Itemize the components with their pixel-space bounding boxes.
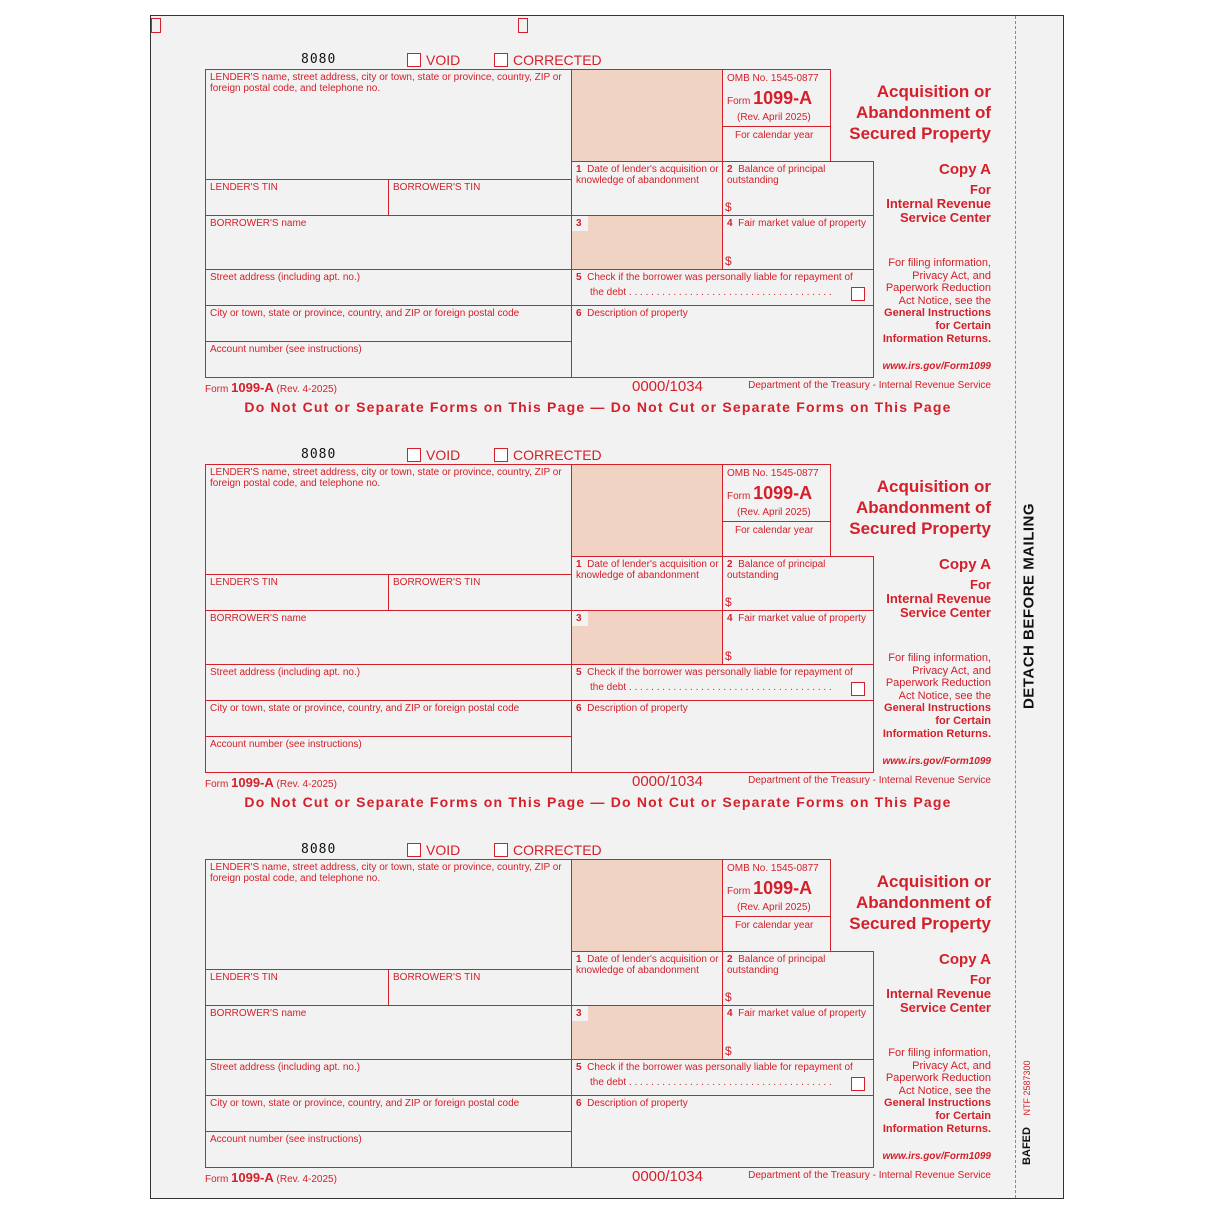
corrected-label: CORRECTED xyxy=(513,842,602,858)
corrected-label: CORRECTED xyxy=(513,447,602,463)
account-number-field[interactable] xyxy=(205,736,572,773)
lender-info-field[interactable] xyxy=(205,69,572,180)
footer-code: 0000/1034 xyxy=(632,1168,703,1185)
omb-number: OMB No. 1545-0877 xyxy=(727,863,819,874)
lender-tin-field[interactable] xyxy=(205,969,389,1006)
lender-tin-field[interactable] xyxy=(205,179,389,216)
personally-liable-checkbox[interactable] xyxy=(851,682,865,696)
street-address-label: Street address (including apt. no.) xyxy=(210,272,361,283)
street-address-label: Street address (including apt. no.) xyxy=(210,1062,361,1073)
form-word: Form xyxy=(727,491,751,502)
street-address-field[interactable] xyxy=(205,269,572,306)
do-not-cut-warning: Do Not Cut or Separate Forms on This Page — Do Not Cut or Separate Forms on This Page xyxy=(244,794,952,810)
city-label: City or town, state or province, country, and ZIP or foreign postal code xyxy=(210,1098,520,1109)
borrower-tin-label: BORROWER'S TIN xyxy=(393,577,481,588)
form-revision: (Rev. April 2025) xyxy=(737,112,811,123)
footer-department: Department of the Treasury - Internal Revenue Service xyxy=(748,1170,991,1181)
form-title: Acquisition or Abandonment of Secured Property xyxy=(849,872,991,933)
city-field[interactable] xyxy=(205,700,572,737)
box2-field[interactable]: 2 Balance of principal outstanding $ xyxy=(722,161,874,216)
box1-field[interactable]: 1 Date of lender's acquisition or knowledge of abandonment xyxy=(571,161,723,216)
form-revision: (Rev. April 2025) xyxy=(737,507,811,518)
form-revision: (Rev. April 2025) xyxy=(737,902,811,913)
lender-info-label: LENDER'S name, street address, city or town, state or province, country, ZIP or foreign postal code, and telephone no. xyxy=(210,862,562,884)
account-number-label: Account number (see instructions) xyxy=(210,739,362,750)
personally-liable-checkbox[interactable] xyxy=(851,287,865,301)
do-not-cut-warning: Do Not Cut or Separate Forms on This Page — Do Not Cut or Separate Forms on This Page xyxy=(244,399,952,415)
form-number: 1099-A xyxy=(753,483,813,503)
form-word: Form xyxy=(727,886,751,897)
shaded-area xyxy=(571,464,723,557)
filing-info-text: For filing information, Privacy Act, and Paperwork Reduction Act Notice, see the General Instructions for Certain Information Returns. xyxy=(882,257,991,345)
box4-field[interactable]: 4 Fair market value of property $ xyxy=(722,215,874,270)
personally-liable-checkbox[interactable] xyxy=(851,1077,865,1091)
form-footer: Form 1099-A (Rev. 4-2025) 0000/1034 Department of the Treasury - Internal Revenue Service xyxy=(205,773,991,790)
corrected-label: CORRECTED xyxy=(513,52,602,68)
city-field[interactable] xyxy=(205,1095,572,1132)
borrower-name-field[interactable] xyxy=(205,610,572,665)
form-id-box xyxy=(722,464,831,557)
shaded-area xyxy=(571,69,723,162)
borrower-name-field[interactable] xyxy=(205,1005,572,1060)
box3-field: 3 xyxy=(571,610,723,665)
borrower-tin-field[interactable] xyxy=(388,574,572,611)
box6-field[interactable]: 6 Description of property xyxy=(571,305,874,378)
form-footer: Form 1099-A (Rev. 4-2025) 0000/1034 Department of the Treasury - Internal Revenue Service xyxy=(205,378,991,395)
lender-tin-label: LENDER'S TIN xyxy=(210,577,278,588)
irs-url[interactable]: www.irs.gov/Form1099 xyxy=(882,1151,991,1162)
form-footer: Form 1099-A (Rev. 4-2025) 0000/1034 Department of the Treasury - Internal Revenue Service xyxy=(205,1168,991,1185)
form-title: Acquisition or Abandonment of Secured Property xyxy=(849,82,991,143)
form-1099a-copy-3 xyxy=(205,841,991,1186)
void-checkbox[interactable] xyxy=(407,53,421,67)
city-label: City or town, state or province, country, and ZIP or foreign postal code xyxy=(210,308,520,319)
detach-before-mailing-text: DETACH BEFORE MAILING xyxy=(1020,502,1038,710)
borrower-name-label: BORROWER'S name xyxy=(210,1008,307,1019)
lender-info-field[interactable] xyxy=(205,464,572,575)
irs-url[interactable]: www.irs.gov/Form1099 xyxy=(882,756,991,767)
lender-tin-field[interactable] xyxy=(205,574,389,611)
void-checkbox[interactable] xyxy=(407,843,421,857)
account-number-label: Account number (see instructions) xyxy=(210,1134,362,1145)
lender-info-field[interactable] xyxy=(205,859,572,970)
box4-field[interactable]: 4 Fair market value of property $ xyxy=(722,1005,874,1060)
lender-info-label: LENDER'S name, street address, city or town, state or province, country, ZIP or foreign postal code, and telephone no. xyxy=(210,72,562,94)
form-word: Form xyxy=(727,96,751,107)
account-number-label: Account number (see instructions) xyxy=(210,344,362,355)
corrected-checkbox[interactable] xyxy=(494,53,508,67)
form-id-box xyxy=(722,69,831,162)
form-sheet xyxy=(150,15,1064,1199)
account-number-field[interactable] xyxy=(205,1131,572,1168)
box6-field[interactable]: 6 Description of property xyxy=(571,700,874,773)
form-number: 1099-A xyxy=(753,88,813,108)
form-code: 8080 xyxy=(301,52,337,67)
footer-department: Department of the Treasury - Internal Revenue Service xyxy=(748,380,991,391)
borrower-name-field[interactable] xyxy=(205,215,572,270)
perforation-line xyxy=(1015,16,1016,1198)
account-number-field[interactable] xyxy=(205,341,572,378)
borrower-tin-field[interactable] xyxy=(388,179,572,216)
form-1099a-copy-1 xyxy=(205,51,991,415)
box3-field: 3 xyxy=(571,1005,723,1060)
box2-field[interactable]: 2 Balance of principal outstanding $ xyxy=(722,951,874,1006)
corrected-checkbox[interactable] xyxy=(494,448,508,462)
registration-mark-center xyxy=(518,18,528,33)
void-label: VOID xyxy=(426,447,461,463)
borrower-name-label: BORROWER'S name xyxy=(210,613,307,624)
form-1099a-copy-2 xyxy=(205,446,991,810)
omb-number: OMB No. 1545-0877 xyxy=(727,73,819,84)
lender-info-label: LENDER'S name, street address, city or town, state or province, country, ZIP or foreign postal code, and telephone no. xyxy=(210,467,562,489)
registration-mark-left xyxy=(151,18,161,33)
void-checkbox[interactable] xyxy=(407,448,421,462)
calendar-year-label: For calendar year xyxy=(735,130,814,141)
street-address-field[interactable] xyxy=(205,664,572,701)
calendar-year-label: For calendar year xyxy=(735,525,814,536)
box6-field[interactable]: 6 Description of property xyxy=(571,1095,874,1168)
ntf-code: NTF 2587300 xyxy=(1022,1060,1032,1116)
copy-a-label: Copy A For Internal Revenue Service Center xyxy=(886,161,991,225)
filing-info-text: For filing information, Privacy Act, and Paperwork Reduction Act Notice, see the General Instructions for Certain Information Returns. xyxy=(882,652,991,740)
irs-url[interactable]: www.irs.gov/Form1099 xyxy=(882,361,991,372)
divider xyxy=(723,521,830,522)
street-address-field[interactable] xyxy=(205,1059,572,1096)
box5-field: 5 Check if the borrower was personally liable for repayment of the debt . . . . . . . . . . . . . . . . . . . . . . . . . . . . . . . . . . . . . xyxy=(571,269,874,306)
city-label: City or town, state or province, country, and ZIP or foreign postal code xyxy=(210,703,520,714)
filing-info-text: For filing information, Privacy Act, and Paperwork Reduction Act Notice, see the General Instructions for Certain Information Returns. xyxy=(882,1047,991,1135)
divider xyxy=(723,916,830,917)
footer-department: Department of the Treasury - Internal Revenue Service xyxy=(748,775,991,786)
street-address-label: Street address (including apt. no.) xyxy=(210,667,361,678)
footer-code: 0000/1034 xyxy=(632,378,703,395)
lender-tin-label: LENDER'S TIN xyxy=(210,182,278,193)
calendar-year-label: For calendar year xyxy=(735,920,814,931)
corrected-checkbox[interactable] xyxy=(494,843,508,857)
form-code: 8080 xyxy=(301,447,337,462)
form-number: 1099-A xyxy=(753,878,813,898)
shaded-area xyxy=(571,859,723,952)
void-label: VOID xyxy=(426,842,461,858)
box5-field: 5 Check if the borrower was personally liable for repayment of the debt . . . . . . . . . . . . . . . . . . . . . . . . . . . . . . . . . . . . . xyxy=(571,664,874,701)
box5-field: 5 Check if the borrower was personally liable for repayment of the debt . . . . . . . . . . . . . . . . . . . . . . . . . . . . . . . . . . . . . xyxy=(571,1059,874,1096)
copy-a-label: Copy A For Internal Revenue Service Center xyxy=(886,556,991,620)
copy-a-label: Copy A For Internal Revenue Service Center xyxy=(886,951,991,1015)
city-field[interactable] xyxy=(205,305,572,342)
form-code: 8080 xyxy=(301,842,337,857)
footer-code: 0000/1034 xyxy=(632,773,703,790)
form-title: Acquisition or Abandonment of Secured Property xyxy=(849,477,991,538)
lender-tin-label: LENDER'S TIN xyxy=(210,972,278,983)
borrower-name-label: BORROWER'S name xyxy=(210,218,307,229)
form-id-box xyxy=(722,859,831,952)
divider xyxy=(723,126,830,127)
box4-field[interactable]: 4 Fair market value of property $ xyxy=(722,610,874,665)
borrower-tin-label: BORROWER'S TIN xyxy=(393,972,481,983)
box3-field: 3 xyxy=(571,215,723,270)
box1-field[interactable]: 1 Date of lender's acquisition or knowledge of abandonment xyxy=(571,556,723,611)
box2-field[interactable]: 2 Balance of principal outstanding $ xyxy=(722,556,874,611)
borrower-tin-label: BORROWER'S TIN xyxy=(393,182,481,193)
omb-number: OMB No. 1545-0877 xyxy=(727,468,819,479)
bafed-code: BAFED xyxy=(1021,1127,1033,1165)
borrower-tin-field[interactable] xyxy=(388,969,572,1006)
void-label: VOID xyxy=(426,52,461,68)
box1-field[interactable]: 1 Date of lender's acquisition or knowledge of abandonment xyxy=(571,951,723,1006)
